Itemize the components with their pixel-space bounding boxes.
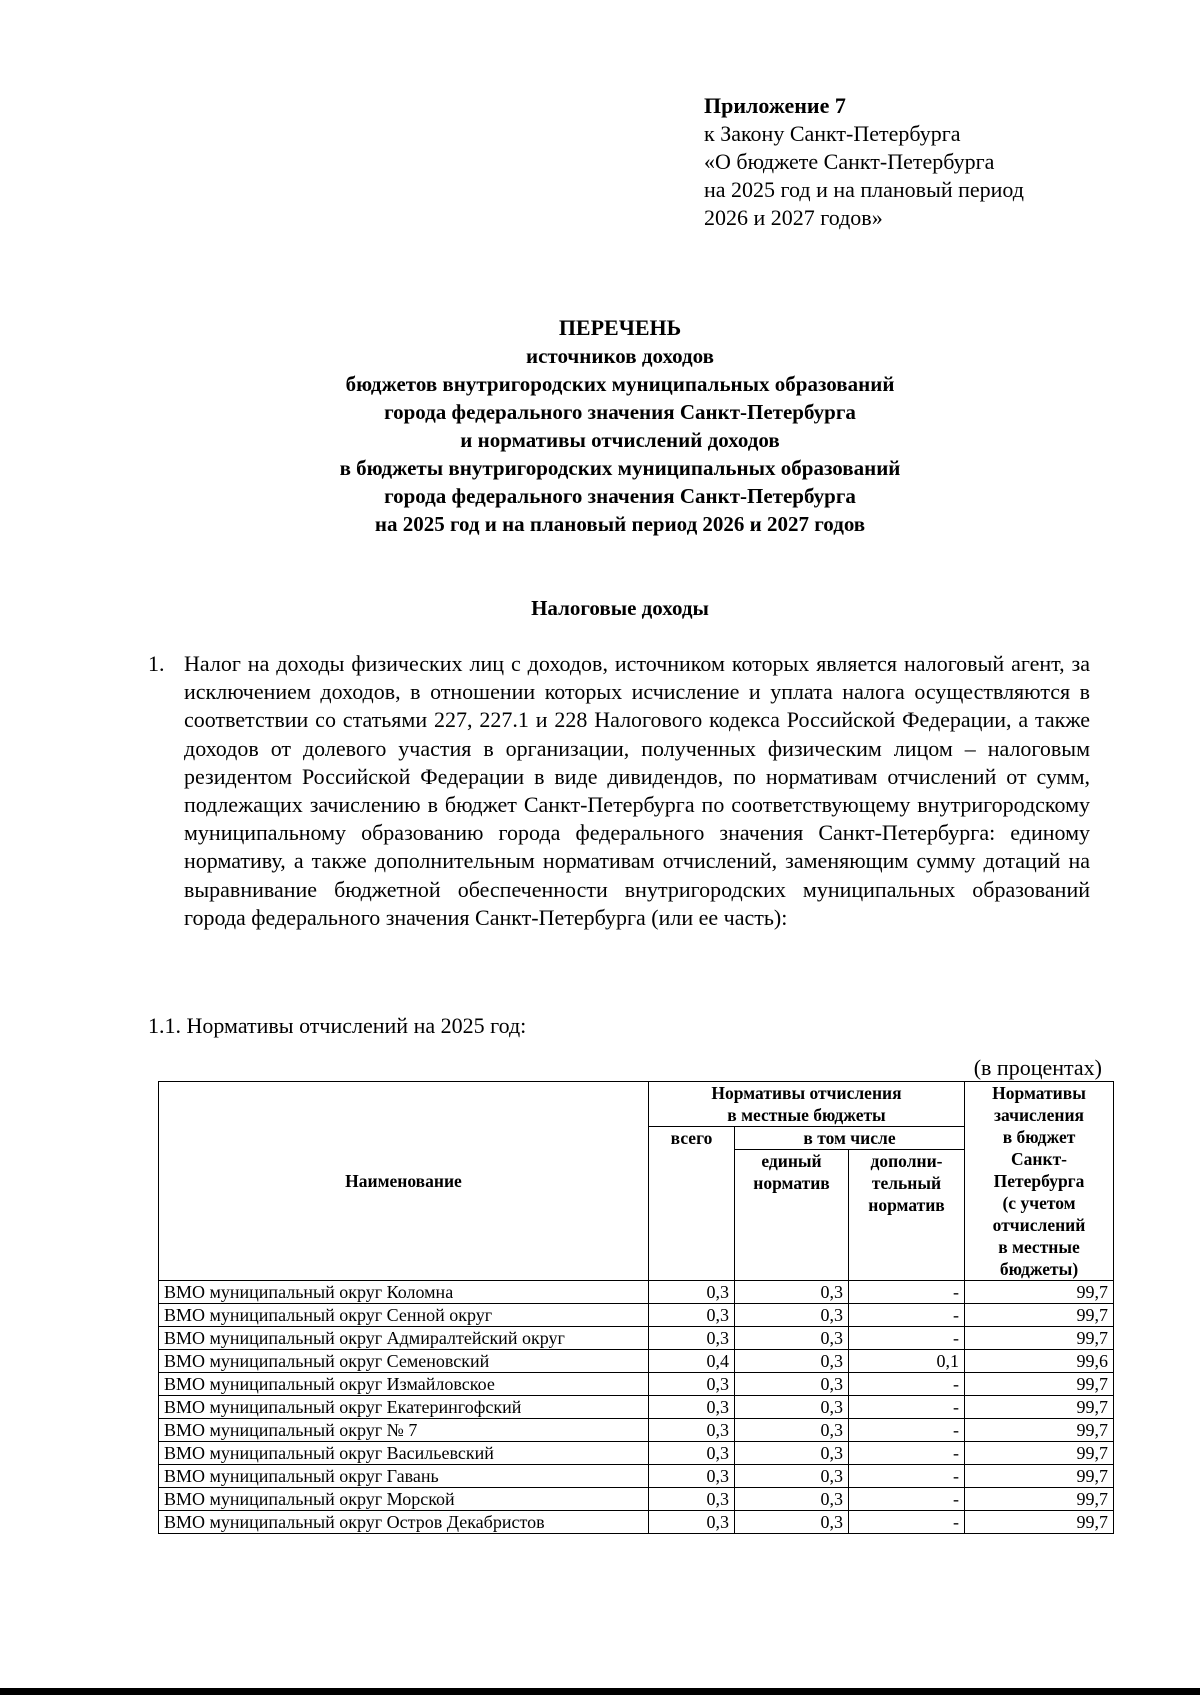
cell-name: ВМО муниципальный округ Адмиралтейский округ: [159, 1327, 649, 1350]
cell-spb: 99,7: [965, 1465, 1114, 1488]
cell-total: 0,3: [649, 1511, 735, 1534]
header-additional-line: норматив: [868, 1195, 945, 1215]
cell-total: 0,3: [649, 1465, 735, 1488]
table-row: [159, 1488, 1114, 1511]
cell-name: ВМО муниципальный округ Коломна: [159, 1281, 649, 1304]
sub-heading: 1.1. Нормативы отчислений на 2025 год:: [148, 1013, 527, 1038]
cell-total: 0,3: [649, 1396, 735, 1419]
table-row: [159, 1419, 1114, 1442]
cell-single: 0,3: [735, 1419, 849, 1442]
cell-single: 0,3: [735, 1304, 849, 1327]
header-single-line: норматив: [753, 1173, 830, 1193]
title-line: и нормативы отчислений доходов: [460, 428, 780, 452]
cell-additional: -: [849, 1281, 965, 1304]
list-item: [148, 650, 1090, 932]
cell-name: ВМО муниципальный округ Морской: [159, 1488, 649, 1511]
header-additional-line: дополни-: [870, 1151, 943, 1171]
cell-additional: -: [849, 1465, 965, 1488]
cell-total: 0,3: [649, 1442, 735, 1465]
cell-name: ВМО муниципальный округ Остров Декабристов: [159, 1511, 649, 1534]
cell-spb: 99,7: [965, 1488, 1114, 1511]
cell-name: ВМО муниципальный округ Сенной округ: [159, 1304, 649, 1327]
cell-additional: -: [849, 1419, 965, 1442]
cell-single: 0,3: [735, 1350, 849, 1373]
header-spb-line: отчислений: [992, 1215, 1086, 1235]
cell-name: ВМО муниципальный округ Гавань: [159, 1465, 649, 1488]
cell-total: 0,3: [649, 1304, 735, 1327]
header-additional-line: тельный: [871, 1173, 942, 1193]
cell-spb: 99,7: [965, 1419, 1114, 1442]
cell-additional: 0,1: [849, 1350, 965, 1373]
header-including: в том числе: [735, 1127, 965, 1150]
cell-name: ВМО муниципальный округ Семеновский: [159, 1350, 649, 1373]
cell-name: ВМО муниципальный округ № 7: [159, 1419, 649, 1442]
cell-name: ВМО муниципальный округ Васильевский: [159, 1442, 649, 1465]
cell-additional: -: [849, 1488, 965, 1511]
cell-additional: -: [849, 1373, 965, 1396]
cell-spb: 99,7: [965, 1373, 1114, 1396]
cell-single: 0,3: [735, 1511, 849, 1534]
table-row: [159, 1327, 1114, 1350]
appendix-title: Приложение 7: [704, 93, 846, 118]
header-spb: [965, 1082, 1114, 1281]
cell-total: 0,3: [649, 1419, 735, 1442]
cell-total: 0,3: [649, 1281, 735, 1304]
table-row: [159, 1442, 1114, 1465]
cell-spb: 99,7: [965, 1442, 1114, 1465]
header-spb-line: бюджеты): [999, 1259, 1079, 1279]
header-single: [735, 1150, 849, 1281]
cell-spb: 99,7: [965, 1327, 1114, 1350]
title-line: на 2025 год и на плановый период 2026 и 2027 годов: [374, 512, 866, 536]
cell-spb: 99,6: [965, 1350, 1114, 1373]
cell-total: 0,3: [649, 1488, 735, 1511]
title-line: города федерального значения Санкт-Петербурга: [384, 484, 856, 508]
header-spb-line: Петербурга: [993, 1171, 1085, 1191]
appendix-line: к Закону Санкт-Петербурга: [704, 121, 961, 146]
appendix-line: на 2025 год и на плановый период: [704, 177, 1024, 202]
section-title: Налоговые доходы: [531, 596, 709, 620]
header-spb-line: в бюджет: [1002, 1127, 1076, 1147]
cell-single: 0,3: [735, 1465, 849, 1488]
cell-additional: -: [849, 1442, 965, 1465]
title-line: источников доходов: [526, 344, 714, 368]
header-local-group: [649, 1082, 965, 1127]
header-total: всего: [649, 1127, 735, 1281]
cell-total: 0,3: [649, 1327, 735, 1350]
table-row: [159, 1465, 1114, 1488]
table-row: [159, 1304, 1114, 1327]
scan-bottom-edge: [0, 1688, 1200, 1695]
cell-single: 0,3: [735, 1373, 849, 1396]
list-item-number: 1.: [148, 651, 165, 676]
cell-spb: 99,7: [965, 1304, 1114, 1327]
table-row: [159, 1511, 1114, 1534]
cell-total: 0,4: [649, 1350, 735, 1373]
cell-additional: -: [849, 1511, 965, 1534]
table-row: [159, 1281, 1114, 1304]
header-local-group-line: в местные бюджеты: [727, 1105, 886, 1125]
cell-single: 0,3: [735, 1442, 849, 1465]
appendix-line: 2026 и 2027 годов»: [704, 205, 883, 230]
units-note: (в процентах): [973, 1055, 1102, 1080]
header-single-line: единый: [761, 1151, 822, 1171]
cell-name: ВМО муниципальный округ Измайловское: [159, 1373, 649, 1396]
cell-additional: -: [849, 1304, 965, 1327]
title-line: в бюджеты внутригородских муниципальных образований: [339, 456, 901, 480]
cell-name: ВМО муниципальный округ Екатерингофский: [159, 1396, 649, 1419]
title-line: города федерального значения Санкт-Петербурга: [384, 400, 856, 424]
cell-single: 0,3: [735, 1396, 849, 1419]
title-main: ПЕРЕЧЕНЬ: [558, 315, 682, 340]
list-item-text: Налог на доходы физических лиц с доходов, источником которых является налоговый агент, за исключением доходов, в отношении которых исчисление и уплата налога осуществляются в соответствии со статьями 227, 227.1 и 228 Налогового кодекса Российской Федерации, а также доходов от долевого участия в организации, полученных физическим лицом – налоговым резидентом Российской Федерации в виде дивидендов, по нормативам отчислений от сумм, подлежащих зачислению в бюджет Санкт-Петербурга по соответствующему внутригородскому муниципальному образованию города федерального значения Санкт-Петербурга: единому нормативу, а также дополнительным нормативам отчислений, заменяющим сумму дотаций на выравнивание бюджетной обеспеченности внутригородских муниципальных образований города федерального значения Санкт-Петербурга (или ее часть):: [184, 651, 1090, 930]
header-spb-line: (с учетом: [1002, 1193, 1076, 1213]
cell-spb: 99,7: [965, 1281, 1114, 1304]
title-line: бюджетов внутригородских муниципальных образований: [345, 372, 895, 396]
appendix-line: «О бюджете Санкт-Петербурга: [704, 149, 995, 174]
cell-additional: -: [849, 1327, 965, 1350]
header-spb-line: зачисления: [994, 1105, 1085, 1125]
table-row: [159, 1373, 1114, 1396]
header-spb-line: в местные: [998, 1237, 1080, 1257]
cell-spb: 99,7: [965, 1396, 1114, 1419]
cell-single: 0,3: [735, 1488, 849, 1511]
appendix-block: [704, 92, 1024, 232]
table-row: [159, 1350, 1114, 1373]
header-name: Наименование: [159, 1082, 649, 1281]
cell-single: 0,3: [735, 1327, 849, 1350]
header-spb-line: Нормативы: [992, 1083, 1086, 1103]
cell-additional: -: [849, 1396, 965, 1419]
header-local-group-line: Нормативы отчисления: [711, 1083, 902, 1103]
cell-single: 0,3: [735, 1281, 849, 1304]
norms-table: [158, 1081, 1114, 1534]
cell-spb: 99,7: [965, 1511, 1114, 1534]
header-spb-line: Санкт-: [1011, 1149, 1067, 1169]
table-row: [159, 1396, 1114, 1419]
cell-total: 0,3: [649, 1373, 735, 1396]
header-additional: [849, 1150, 965, 1281]
document-title: [150, 314, 1090, 538]
